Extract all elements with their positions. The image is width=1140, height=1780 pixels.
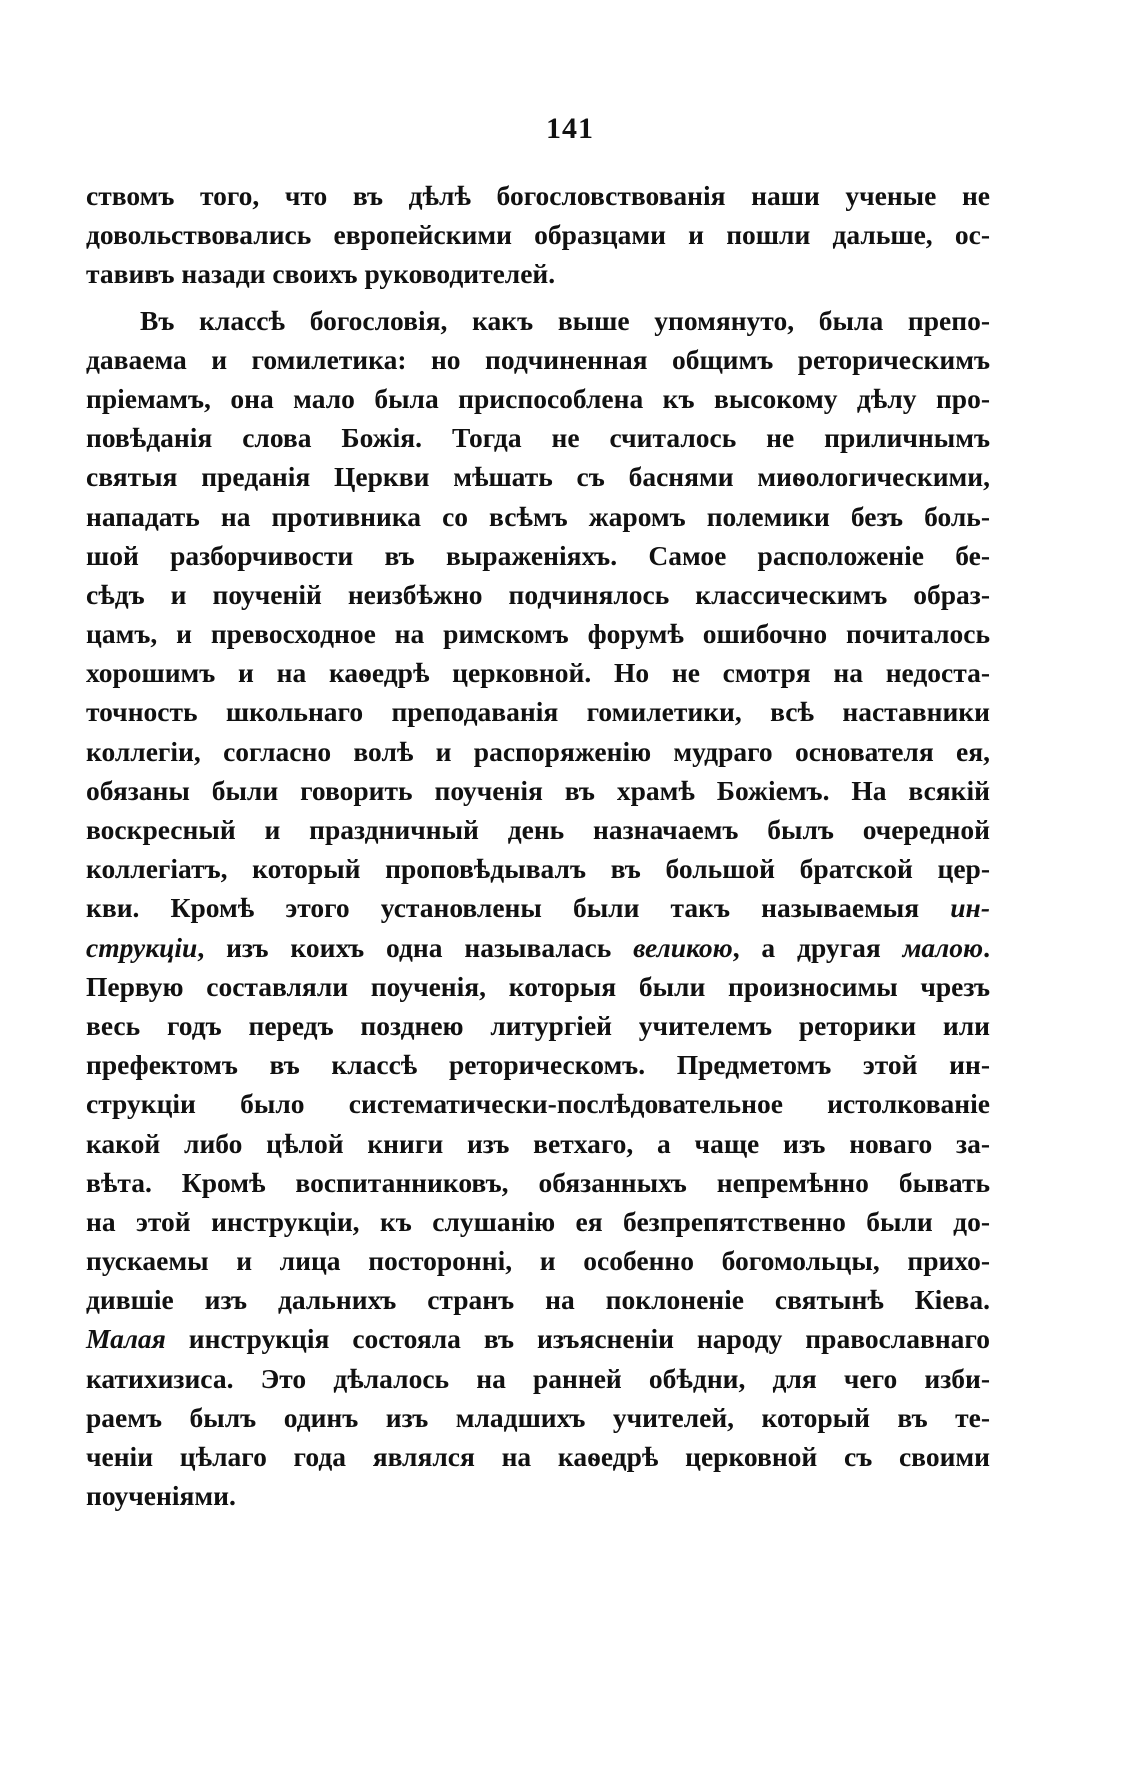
- text-line: [86, 418, 990, 457]
- text-segment: Первую составляли поученія, которыя были произносимы чрезъ: [86, 970, 990, 1002]
- text-segment: пріемамъ, она мало была приспособлена къ высокому дѣлу про-: [86, 382, 990, 414]
- text-segment: вѣта. Кромѣ воспитанниковъ, обязанныхъ непремѣнно бывать: [86, 1166, 990, 1198]
- text-line: [86, 457, 990, 496]
- text-line: [86, 1241, 990, 1280]
- text-segment: кви. Кромѣ этого установлены были такъ называемыя: [86, 892, 951, 924]
- text-segment: весь годъ передъ позднею литургіей учителемъ реторики или: [86, 1009, 990, 1041]
- text-line: [86, 1084, 990, 1123]
- text-segment: коллегіи, согласно волѣ и распоряженію мудраго основателя ея,: [86, 735, 990, 767]
- text-segment: поученіями.: [86, 1480, 236, 1512]
- text-segment: цамъ, и превосходное на римскомъ форумѣ ошибочно почиталось: [86, 618, 990, 650]
- text-line: [86, 1280, 990, 1319]
- text-line: [86, 1124, 990, 1163]
- text-line: [86, 1359, 990, 1398]
- text-line: [86, 497, 990, 536]
- text-line: [86, 732, 990, 771]
- text-segment: обязаны были говорить поученія въ храмѣ Божіемъ. На всякій: [86, 774, 990, 806]
- text-segment: воскресный и праздничный день назначаемъ былъ очередной: [86, 814, 990, 845]
- page-number: 141: [546, 112, 594, 145]
- text-line: [86, 1045, 990, 1084]
- text-segment: какой либо цѣлой книги изъ ветхаго, а чаще изъ новаго за-: [86, 1127, 990, 1159]
- text-segment: ствомъ того, что въ дѣлѣ богословствованія наши ученые не: [86, 180, 990, 211]
- text-line: [86, 379, 990, 418]
- text-line: [86, 536, 990, 575]
- text-segment: повѣданія слова Божія. Тогда не считалось не приличнымъ: [86, 422, 990, 454]
- text-line: [86, 967, 990, 1006]
- paragraph: [86, 301, 990, 1516]
- text-line: [86, 176, 990, 215]
- text-segment: раемъ былъ одинъ изъ младшихъ учителей, который въ те-: [86, 1401, 990, 1433]
- text-line: [86, 575, 990, 614]
- text-segment: тавивъ назади своихъ руководителей.: [86, 258, 556, 290]
- text-segment: на этой инструкціи, къ слушанію ея безпрепятственно были до-: [86, 1205, 990, 1237]
- text-segment: струкціи было систематически-послѣдовательное истолкованіе: [86, 1088, 990, 1120]
- text-line: [86, 928, 990, 967]
- text-line: [86, 1319, 990, 1358]
- text-segment: префектомъ въ классѣ реторическомъ. Предметомъ этой ин-: [86, 1049, 990, 1081]
- italic-text: великою: [633, 931, 733, 963]
- text-segment: нападать на противника со всѣмъ жаромъ полемики безъ боль-: [86, 500, 990, 532]
- text-segment: сѣдъ и поученій неизбѣжно подчинялось классическимъ образ-: [86, 578, 990, 610]
- italic-text: струкціи: [86, 931, 198, 963]
- text-segment: ченіи цѣлаго года являлся на каѳедрѣ церковной съ своими: [86, 1441, 990, 1472]
- text-line: [86, 614, 990, 653]
- text-line: [86, 771, 990, 810]
- text-line: [86, 1202, 990, 1241]
- paragraph: [86, 176, 990, 294]
- text-line: [86, 1006, 990, 1045]
- italic-text: малою: [902, 931, 984, 963]
- text-segment: коллегіатъ, который проповѣдывалъ въ большой братской цер-: [86, 853, 990, 885]
- text-segment: катихизиса. Это дѣлалось на ранней обѣдни, для чего изби-: [86, 1362, 990, 1394]
- text-line: [86, 215, 990, 254]
- text-segment: хорошимъ и на каѳедрѣ церковной. Но не смотря на недоста-: [86, 657, 990, 689]
- text-segment: .: [983, 931, 990, 963]
- text-segment: шой разборчивости въ выраженіяхъ. Самое расположеніе бе-: [86, 539, 990, 571]
- text-line: [86, 1437, 990, 1476]
- text-segment: Въ классѣ богословія, какъ выше упомянуто, была препо-: [140, 304, 990, 336]
- text-line: [86, 301, 990, 340]
- text-segment: , изъ коихъ одна называлась: [197, 931, 634, 963]
- text-line: [86, 692, 990, 731]
- text-line: [86, 810, 990, 849]
- text-segment: точность школьнаго преподаванія гомилетики, всѣ наставники: [86, 696, 990, 728]
- text-line: [86, 254, 990, 293]
- text-segment: , а другая: [732, 931, 903, 963]
- italic-text: Малая: [86, 1323, 166, 1355]
- text-line: [86, 1476, 990, 1515]
- text-line: [86, 849, 990, 888]
- text-segment: святыя преданія Церкви мѣшать съ баснями миѳологическими,: [86, 461, 990, 493]
- text-line: [86, 888, 990, 927]
- italic-text: ин-: [950, 892, 990, 924]
- text-segment: пускаемы и лица посторонні, и особенно богомольцы, прихо-: [86, 1245, 990, 1277]
- text-line: [86, 1163, 990, 1202]
- text-segment: дившіе изъ дальнихъ странъ на поклоненіе святынѣ Кіева.: [86, 1284, 990, 1316]
- text-segment: даваема и гомилетика: но подчиненная общимъ реторическимъ: [86, 343, 990, 375]
- text-segment: инструкція состояла въ изъясненіи народу православнаго: [165, 1323, 990, 1355]
- body-text: [86, 176, 990, 1515]
- text-line: [86, 340, 990, 379]
- text-segment: довольствовались европейскими образцами и пошли дальше, ос-: [86, 219, 990, 251]
- text-line: [86, 1398, 990, 1437]
- text-line: [86, 653, 990, 692]
